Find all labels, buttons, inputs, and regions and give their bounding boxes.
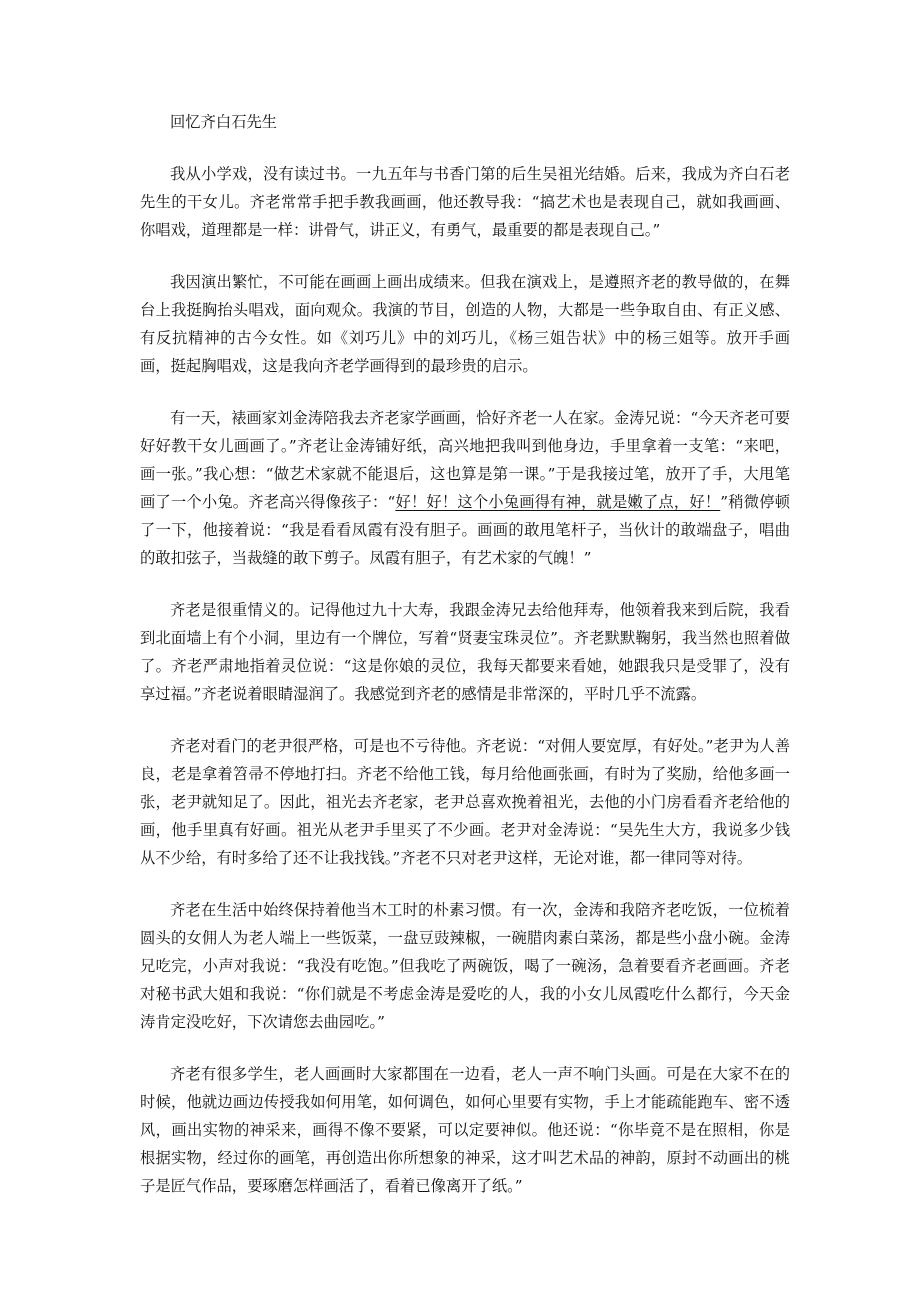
paragraph-3-underlined-quote: 好！好！这个小兔画得有神，就是嫩了点，好！ bbox=[395, 493, 721, 511]
paragraph-6: 齐老在生活中始终保持着他当木工时的朴素习惯。有一次，金涛和我陪齐老吃饭，一位梳着圆头的女佣人为老人端上一些饭菜，一盘豆豉辣椒，一碗腊肉素白菜汤，都是些小盘小碗。金涛兄吃完，小声对我说：“我没有吃饱。”但我吃了两碗饭，喝了一碗汤，急着要看齐老画画。齐老对秘书武大姐和我说：“你们就是不考虑金涛是爱吃的人，我的小女儿凤霞吃什么都行，今天金涛肯定没吃好，下次请您去曲园吃。” bbox=[140, 901, 790, 1031]
paragraph-3 bbox=[140, 404, 790, 572]
document-body bbox=[140, 108, 790, 1224]
document-title: 回忆齐白石先生 bbox=[170, 113, 278, 131]
paragraph-3-text-after: ”稍微停顿了一下，他接着说：“我是看看凤霞有没有胆子。画画的敢甩笔杆子，当伙计的敢端盘子，唱曲的敢扣弦子，当裁缝的敢下剪子。凤霞有胆子，有艺术家的气魄！” bbox=[140, 493, 790, 567]
paragraph-5: 齐老对看门的老尹很严格，可是也不亏待他。齐老说：“对佣人要宽厚，有好处。”老尹为人善良，老是拿着笤帚不停地打扫。齐老不给他工钱，每月给他画张画，有时为了奖励，给他多画一张，老尹就知足了。因此，祖光去齐老家，老尹总喜欢挽着祖光，去他的小门房看看齐老给他的画，他手里真有好画。祖光从老尹手里买了不少画。老尹对金涛说：“吴先生大方，我说多少钱从不少给，有时多给了还不让我找钱。”齐老不只对老尹这样，无论对谁，都一律同等对待。 bbox=[140, 737, 790, 867]
paragraph-3-text-before: 有一天，裱画家刘金涛陪我去齐老家学画画，恰好齐老一人在家。金涛兄说：“今天齐老可要好好教干女儿画画了。”齐老让金涛铺好纸，高兴地把我叫到他身边，手里拿着一支笔：“来吧，画一张。”我心想：“做艺术家就不能退后，这也算是第一课。”于是我接过笔，放开了手，大甩笔画了一个小兔。齐老高兴得像孩子：“ bbox=[140, 409, 790, 511]
paragraph-1: 我从小学戏，没有读过书。一九五年与书香门第的后生吴祖光结婚。后来，我成为齐白石老先生的干女儿。齐老常常手把手教我画画，他还教导我：“搞艺术也是表现自己，就如我画画、你唱戏，道理都是一样：讲骨气，讲正义，有勇气，最重要的都是表现自己。” bbox=[140, 165, 790, 239]
paragraph-7: 齐老有很多学生，老人画画时大家都围在一边看，老人一声不响门头画。可是在大家不在的时候，他就边画边传授我如何用笔，如何调色，如何心里要有实物，手上才能疏能跑车、密不透风，画出实物的神采来，画得不像不要紧，可以定要神似。他还说：“你毕竟不是在照相，你是根据实物，经过你的画笔，再创造出你所想象的神采，这才叫艺术品的神韵，原封不动画出的桃子是匠气作品，要琢磨怎样画活了，看着已像离开了纸。” bbox=[140, 1065, 790, 1195]
paragraph-2: 我因演出繁忙，不可能在画画上画出成绩来。但我在演戏上，是遵照齐老的教导做的，在舞台上我挺胸抬头唱戏，面向观众。我演的节目，创造的人物，大都是一些争取自由、有正义感、有反抗精神的古今女性。如《刘巧儿》中的刘巧儿，《杨三姐告状》中的杨三姐等。放开手画画，挺起胸唱戏，这是我向齐老学画得到的最珍贵的启示。 bbox=[140, 273, 790, 375]
paragraph-4: 齐老是很重情义的。记得他过九十大寿，我跟金涛兄去给他拜寿，他领着我来到后院，我看到北面墙上有个小洞，里边有一个牌位，写着“贤妻宝珠灵位”。齐老默默鞠躬，我当然也照着做了。齐老严肃地指着灵位说：“这是你娘的灵位，我每天都要来看她，她跟我只是受罪了，没有享过福。”齐老说着眼睛湿润了。我感觉到齐老的感情是非常深的，平时几乎不流露。 bbox=[140, 601, 790, 703]
